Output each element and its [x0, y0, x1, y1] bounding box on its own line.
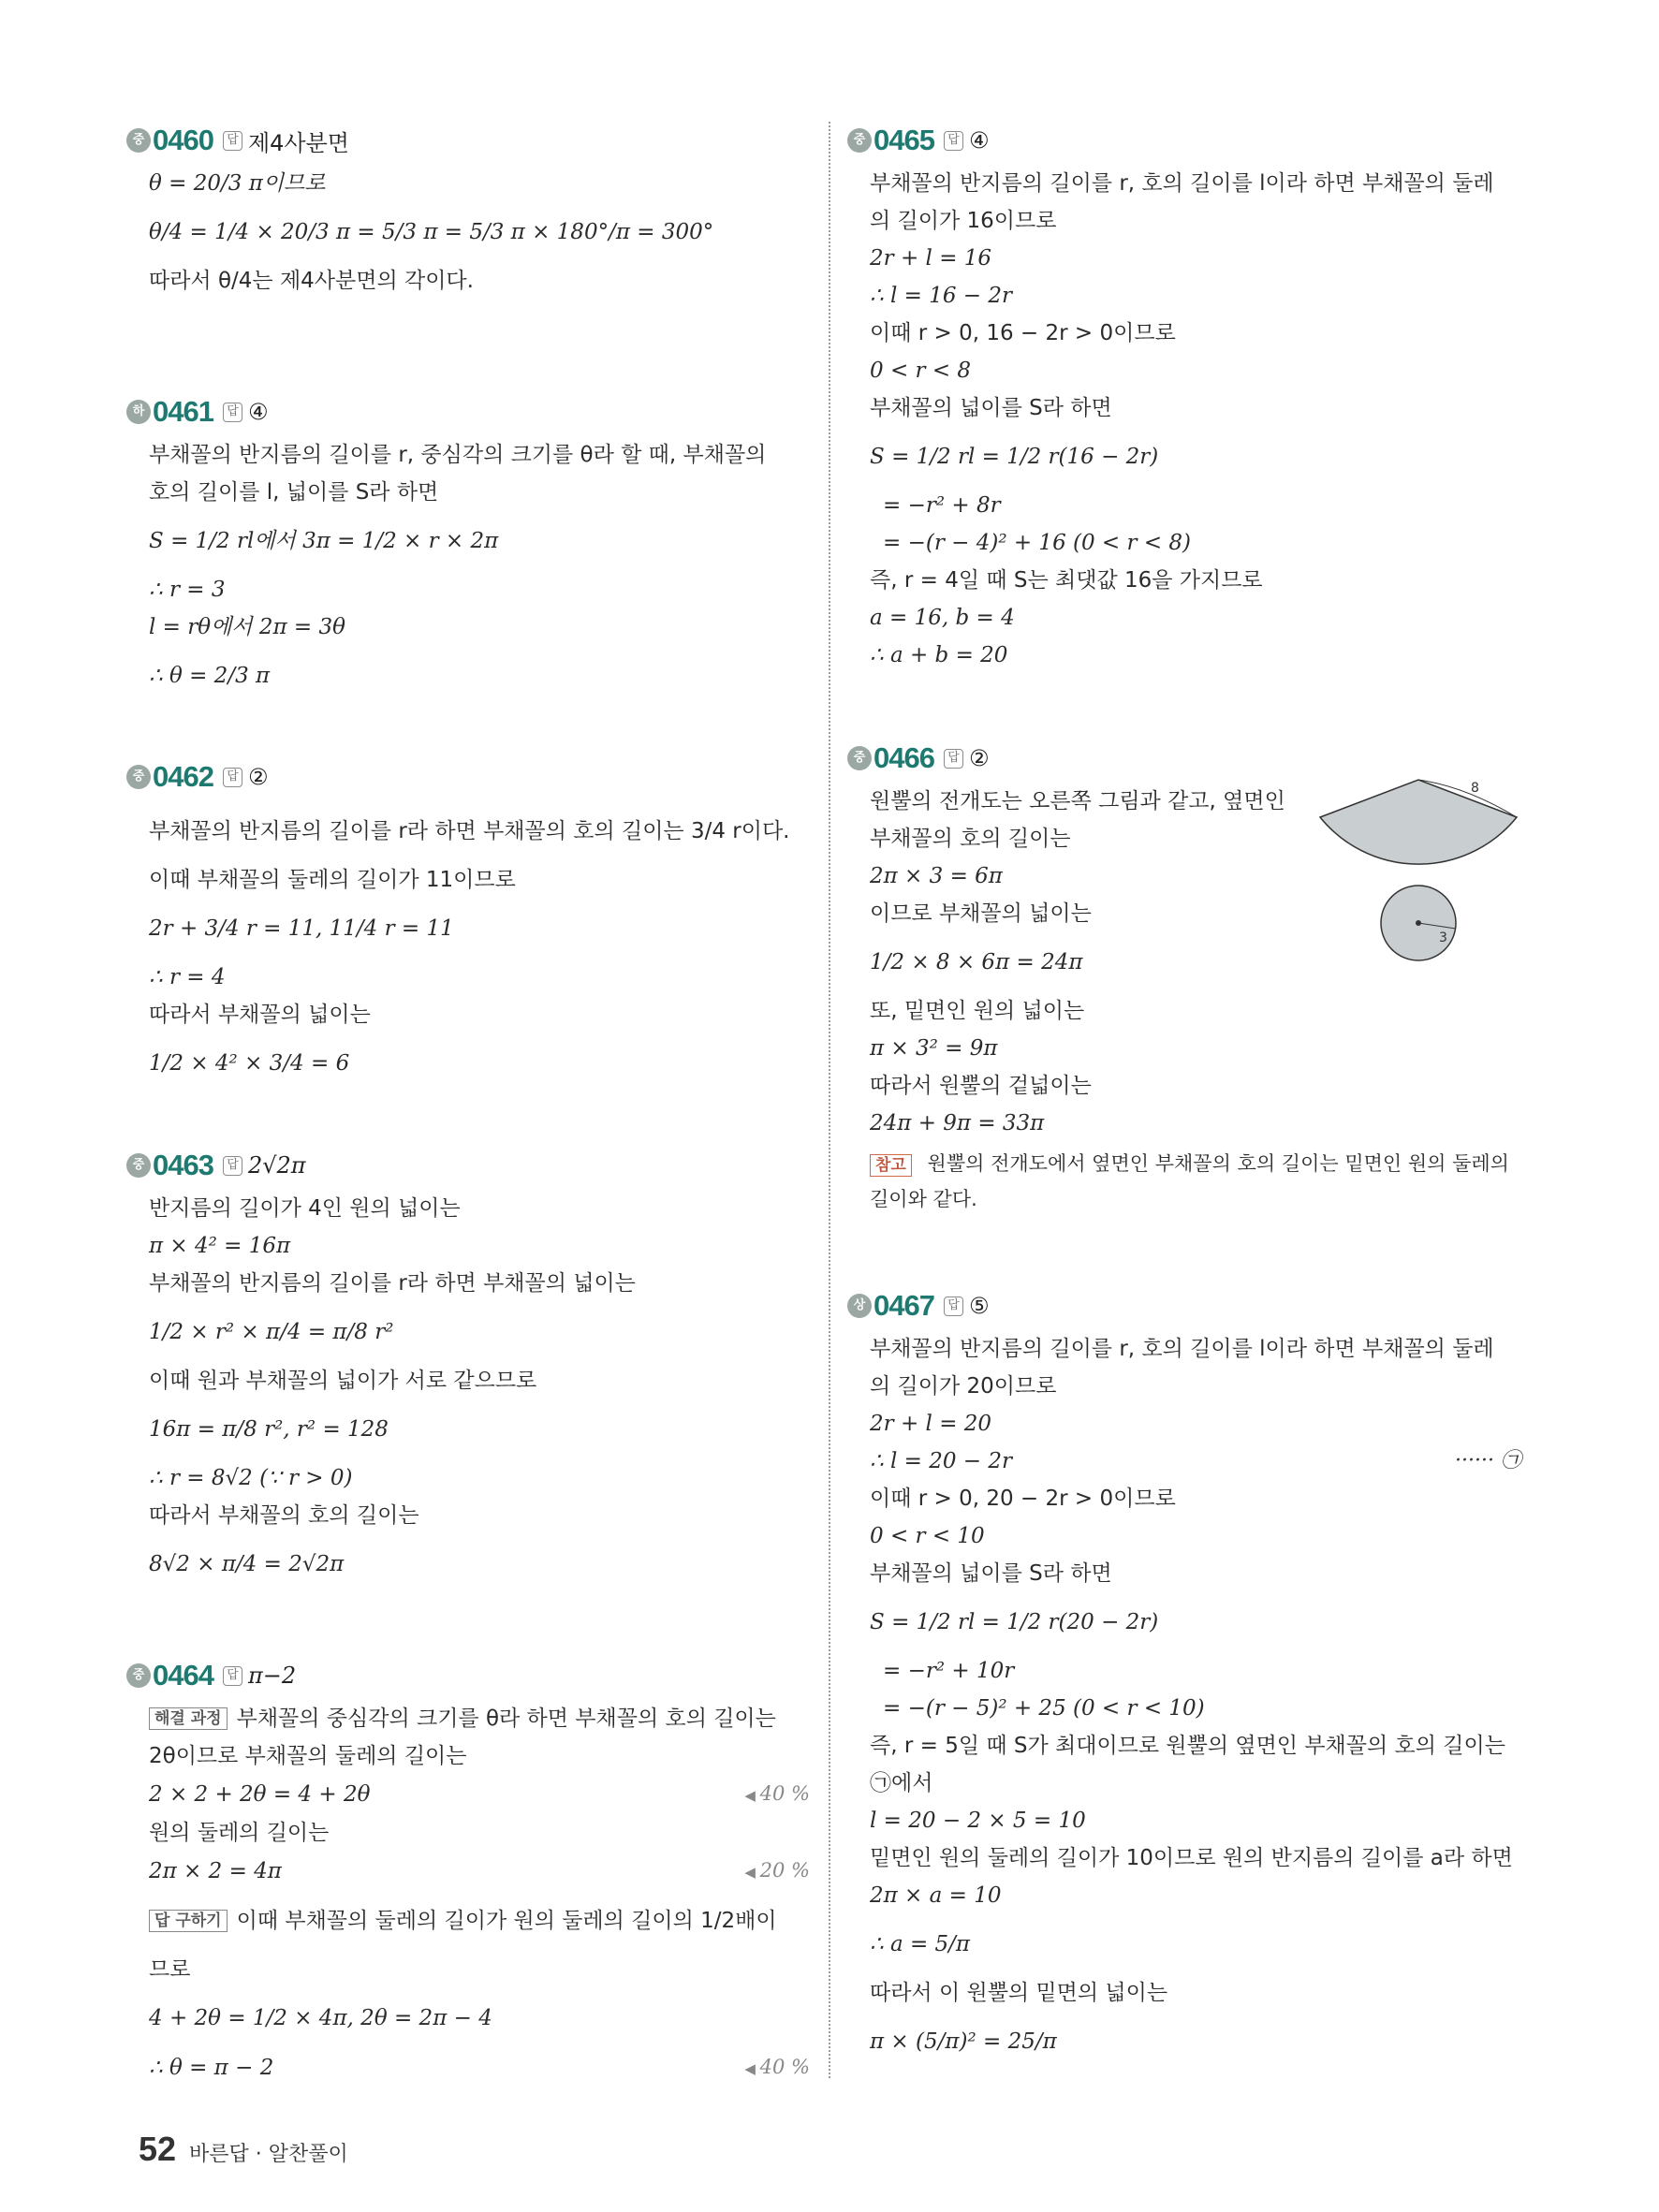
- solution-line: 24π + 9π = 33π: [870, 1111, 1045, 1135]
- solution-line: S = 1/2 rl = 1/2 r(20 − 2r): [870, 1610, 1159, 1634]
- solution-line: 이때 원과 부채꼴의 넓이가 서로 같으므로: [149, 1369, 537, 1393]
- solution-line: ㉠에서: [870, 1771, 933, 1795]
- problem-0465: [847, 122, 1521, 668]
- solution-line: 2r + 3/4 r = 11, 11/4 r = 11: [149, 916, 454, 941]
- solution-line: θ/4 = 1/4 × 20/3 π = 5/3 π = 5/3 π × 180°/π = 300°: [149, 220, 714, 244]
- solution-line: [149, 1780, 810, 1809]
- problem-0463: [126, 1147, 810, 1589]
- solution-line: π × 4² = 16π: [149, 1234, 291, 1258]
- solution-line: = −(r − 4)² + 16 (0 < r < 8): [883, 531, 1192, 555]
- slant-label: 8: [1471, 781, 1479, 796]
- problem-number: 0467: [874, 1289, 934, 1322]
- solution-line: ∴ θ = 2/3 π: [149, 664, 271, 688]
- solution-line: 부채꼴의 반지름의 길이를 r라 하면 부채꼴의 호의 길이는 3/4 r이다.: [149, 819, 790, 843]
- solution-line: 이때 부채꼴의 둘레의 길이가 11이므로: [149, 868, 516, 892]
- solution-line: ∴ a + b = 20: [870, 643, 1008, 667]
- solution-line: 또, 밑면인 원의 넓이는: [870, 999, 1085, 1023]
- solution-line: 2π × a = 10: [870, 1883, 1002, 1908]
- solution-text: ∴ l = 20 − 2r: [870, 1449, 1012, 1473]
- solution-line: 2π × 3 = 6π: [870, 864, 1003, 888]
- solution-line: 0 < r < 8: [870, 359, 972, 383]
- solution-line: π × 3² = 9π: [870, 1036, 998, 1061]
- reference-note: [847, 1146, 1521, 1217]
- equation-marker: ······ ㉠: [1455, 1449, 1521, 1472]
- problem-number: 0462: [153, 760, 213, 793]
- solution-line: π × (5/π)² = 25/π: [870, 2029, 1057, 2054]
- solution-line: 즉, r = 5일 때 S가 최대이므로 원뿔의 옆면인 부채꼴의 호의 길이는: [870, 1734, 1505, 1758]
- solution-line: = −r² + 10r: [883, 1659, 1015, 1683]
- difficulty-badge: 중: [126, 1153, 151, 1178]
- solution-line: ∴ r = 8√2 (∵ r > 0): [149, 1466, 353, 1490]
- solution-line: 반지름의 길이가 4인 원의 넓이는: [149, 1196, 461, 1221]
- answer-icon: 답: [223, 1156, 242, 1176]
- answer: ④: [247, 399, 269, 425]
- solution-line: 부채꼴의 넓이를 S라 하면: [870, 396, 1112, 420]
- solution-line: ∴ l = 16 − 2r: [870, 284, 1012, 308]
- difficulty-badge: 상: [847, 1294, 872, 1318]
- problem-0461: [126, 393, 810, 700]
- difficulty-badge: 중: [847, 128, 872, 153]
- answer: π−2: [247, 1663, 297, 1689]
- problem-number: 0461: [153, 395, 213, 428]
- answer: ②: [968, 745, 990, 771]
- answer: ④: [968, 127, 990, 154]
- solution-line: [149, 1857, 810, 1885]
- solution-line: l = rθ에서 2π = 3θ: [149, 615, 345, 639]
- solution-line: 따라서 부채꼴의 넓이는: [149, 1003, 371, 1027]
- difficulty-badge: 중: [126, 765, 151, 789]
- solution-text: 이때 부채꼴의 둘레의 길이가 원의 둘레의 길이의 1/2배이: [236, 1909, 777, 1933]
- solution-line: 16π = π/8 r², r² = 128: [149, 1417, 389, 1442]
- answer-icon: 답: [223, 1666, 242, 1686]
- score-label: ◀ 20 %: [744, 1857, 810, 1885]
- solution-line: ∴ a = 5/π: [870, 1932, 971, 1956]
- solution-line: 부채꼴의 반지름의 길이를 r, 호의 길이를 l이라 하면 부채꼴의 둘레: [870, 1337, 1494, 1361]
- sector-shape: [1320, 780, 1517, 864]
- page-number: 52: [139, 2130, 177, 2168]
- solution-line: = −(r − 5)² + 25 (0 < r < 10): [883, 1696, 1205, 1721]
- solution-line: l = 20 − 2 × 5 = 10: [870, 1809, 1086, 1833]
- solution-line: 호의 길이를 l, 넓이를 S라 하면: [149, 480, 439, 505]
- score-label: ◀ 40 %: [744, 2054, 810, 2082]
- page-footer: [139, 2130, 348, 2169]
- answer: ⑤: [968, 1293, 990, 1319]
- solution-line: 부채꼴의 반지름의 길이를 r, 호의 길이를 l이라 하면 부채꼴의 둘레: [870, 171, 1494, 196]
- answer-icon: 답: [223, 768, 242, 787]
- solution-line: 이때 r > 0, 16 − 2r > 0이므로: [870, 321, 1176, 345]
- answer: ②: [247, 764, 269, 790]
- cone-net-figure: [1315, 775, 1521, 972]
- solution-text: 2 × 2 + 2θ = 4 + 2θ: [149, 1782, 371, 1807]
- answer-icon: 답: [223, 403, 242, 422]
- solution-line: 원의 둘레의 길이는: [149, 1821, 330, 1845]
- problem-number: 0460: [153, 124, 213, 156]
- answer-icon: 답: [944, 131, 963, 151]
- note-tag: 참고: [870, 1154, 912, 1177]
- solution-line: S = 1/2 rl = 1/2 r(16 − 2r): [870, 445, 1159, 469]
- solution-line: 부채꼴의 넓이를 S라 하면: [870, 1561, 1112, 1586]
- solution-line: 원뿔의 전개도는 오른쪽 그림과 같고, 옆면인: [870, 789, 1285, 813]
- solution-line: ∴ r = 4: [149, 965, 226, 989]
- problem-0467: [847, 1287, 1521, 2066]
- solution-line: 즉, r = 4일 때 S는 최댓값 16을 가지므로: [870, 568, 1263, 593]
- solution-line: 부채꼴의 반지름의 길이를 r라 하면 부채꼴의 넓이는: [149, 1271, 636, 1296]
- answer-icon: 답: [944, 1296, 963, 1316]
- solution-line: 이므로 부채꼴의 넓이는: [870, 901, 1092, 926]
- difficulty-badge: 중: [126, 128, 151, 153]
- radius-label: 3: [1439, 930, 1447, 945]
- solution-line: 밑면인 원의 둘레의 길이가 10이므로 원의 반지름의 길이를 a라 하면: [870, 1846, 1513, 1870]
- solution-line: 따라서 이 원뿔의 밑면의 넓이는: [870, 1981, 1168, 2005]
- answer: 2√2π: [247, 1152, 306, 1179]
- solution-text: 부채꼴의 중심각의 크기를 θ라 하면 부채꼴의 호의 길이는: [236, 1707, 776, 1731]
- solution-line: [870, 1448, 1521, 1474]
- solution-line: 1/2 × 4² × 3/4 = 6: [149, 1051, 350, 1076]
- answer: 제4사분면: [247, 129, 349, 156]
- solution-line: a = 16, b = 4: [870, 606, 1015, 630]
- solution-line: [149, 1897, 810, 1945]
- note-text: 원뿔의 전개도에서 옆면인 부채꼴의 호의 길이는 밑면인 원의 둘레의 길이와 같다.: [870, 1152, 1509, 1210]
- process-tag: 해결 과정: [149, 1707, 228, 1730]
- solution-line: [149, 1706, 810, 1732]
- problem-number: 0464: [153, 1659, 213, 1692]
- solution-line: 4 + 2θ = 1/2 × 4π, 2θ = 2π − 4: [149, 2006, 492, 2030]
- problem-0462: [126, 758, 810, 1088]
- solution-line: 1/2 × 8 × 6π = 24π: [870, 950, 1083, 974]
- solution-line: 따라서 원뿔의 겉넓이는: [870, 1074, 1092, 1098]
- book-title: 바른답 · 알찬풀이: [189, 2143, 348, 2166]
- difficulty-badge: 중: [847, 746, 872, 770]
- solution-line: = −r² + 8r: [883, 493, 1001, 518]
- solution-line: 1/2 × r² × π/4 = π/8 r²: [149, 1320, 394, 1344]
- solution-line: 따라서 θ/4는 제4사분면의 각이다.: [149, 269, 474, 293]
- solution-line: 부채꼴의 반지름의 길이를 r, 중심각의 크기를 θ라 할 때, 부채꼴의: [149, 443, 767, 467]
- problem-number: 0465: [874, 124, 934, 156]
- score-label: ◀ 40 %: [744, 1780, 810, 1809]
- solution-line: 의 길이가 16이므로: [870, 209, 1057, 233]
- problem-number: 0463: [153, 1149, 213, 1181]
- solution-text: ∴ θ = π − 2: [149, 2056, 274, 2080]
- solution-line: ∴ r = 3: [149, 578, 226, 602]
- problem-0464: [126, 1657, 810, 2082]
- answer-tag: 답 구하기: [149, 1910, 228, 1932]
- problem-number: 0466: [874, 741, 934, 774]
- solution-line: S = 1/2 rl에서 3π = 1/2 × r × 2π: [149, 529, 499, 553]
- solution-line: 2r + l = 20: [870, 1412, 992, 1436]
- solution-line: 0 < r < 10: [870, 1524, 985, 1548]
- solution-line: [149, 2054, 810, 2082]
- solution-line: 부채꼴의 호의 길이는: [870, 827, 1071, 851]
- difficulty-badge: 중: [126, 1663, 151, 1688]
- solution-line: 의 길이가 20이므로: [870, 1374, 1057, 1399]
- difficulty-badge: 하: [126, 400, 151, 424]
- solution-line: 이때 r > 0, 20 − 2r > 0이므로: [870, 1487, 1176, 1511]
- solution-text: 2π × 2 = 4π: [149, 1859, 282, 1883]
- column-divider: [829, 122, 830, 2078]
- answer-icon: 답: [944, 749, 963, 769]
- solution-line: 므로: [149, 1957, 191, 1982]
- solution-line: 8√2 × π/4 = 2√2π: [149, 1552, 345, 1576]
- solution-line: 따라서 부채꼴의 호의 길이는: [149, 1503, 419, 1528]
- solution-line: 2θ이므로 부채꼴의 둘레의 길이는: [149, 1744, 467, 1768]
- problem-0460: [126, 122, 810, 294]
- solution-line: 2r + l = 16: [870, 246, 992, 271]
- solution-line: θ = 20/3 π이므로: [149, 171, 326, 196]
- answer-icon: 답: [223, 131, 242, 151]
